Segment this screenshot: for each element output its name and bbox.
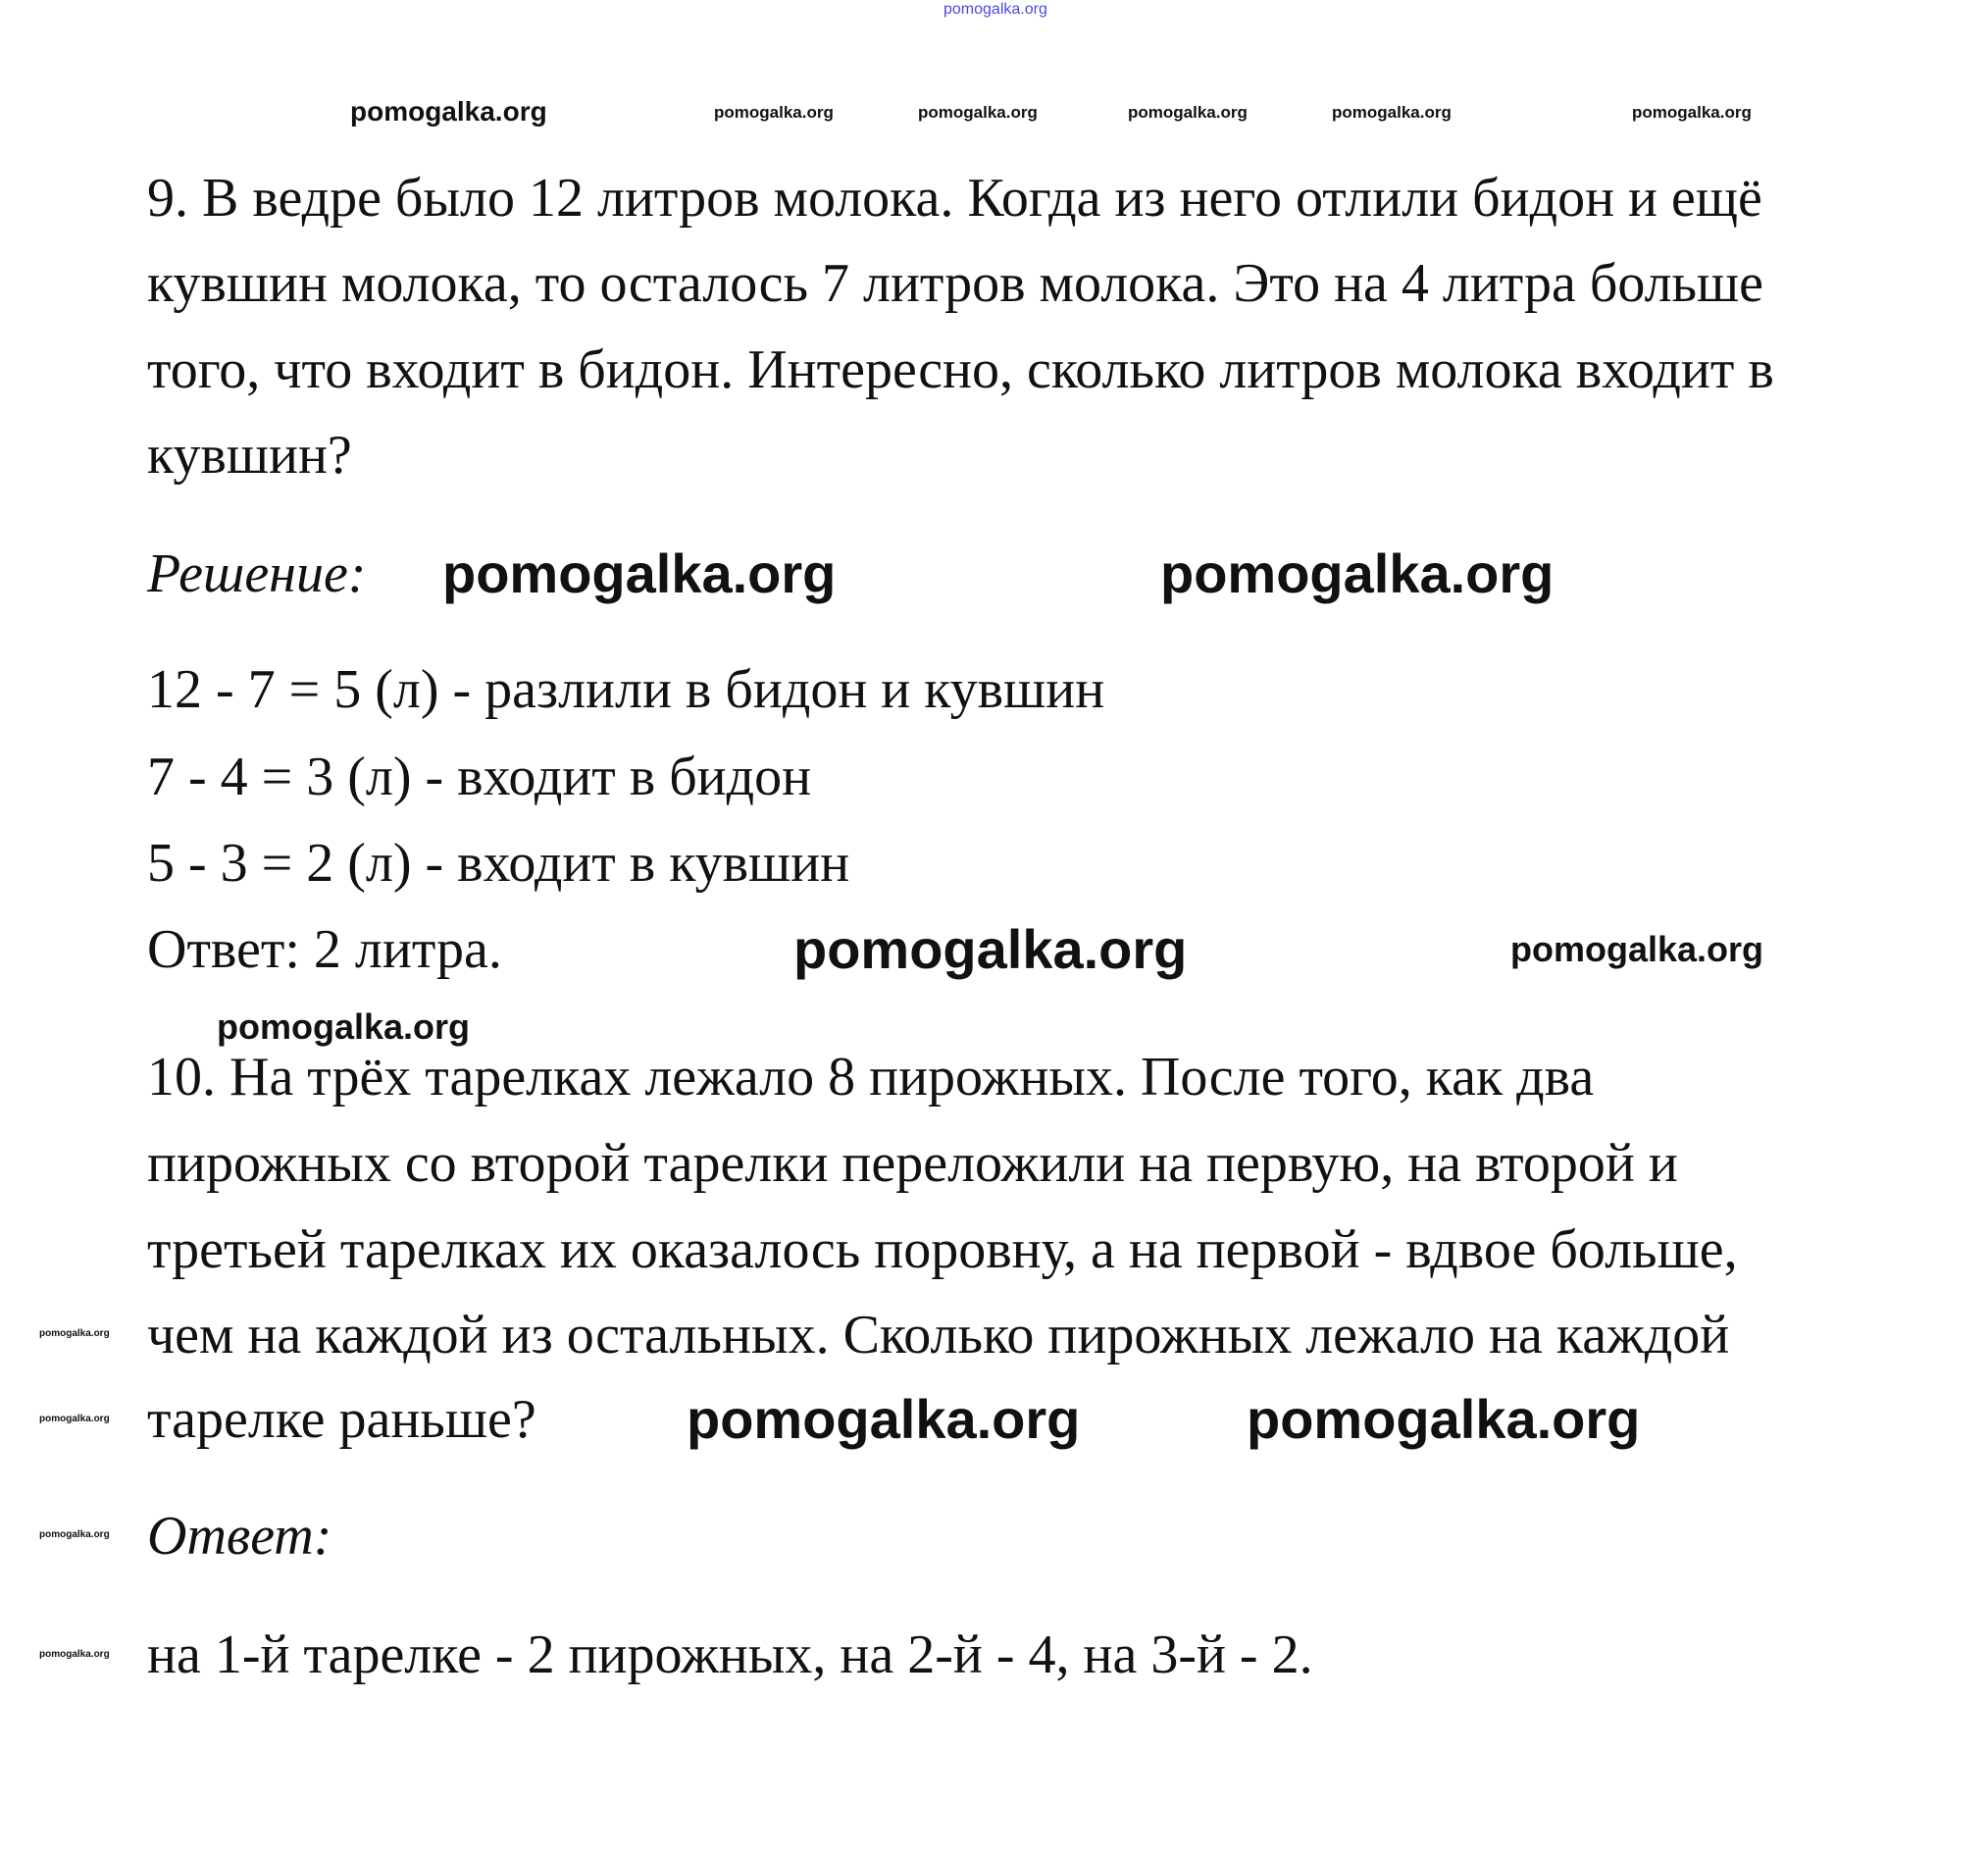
problem-9-line: того, что входит в бидон. Интересно, сколько литров молока входит в — [147, 339, 1774, 400]
answer-label: Ответ: — [147, 1506, 332, 1567]
watermark: pomogalka.org — [1632, 103, 1752, 122]
watermark: pomogalka.org — [39, 1328, 110, 1339]
problem-10-line: 10. На трёх тарелках лежало 8 пирожных. После того, как два — [147, 1047, 1595, 1108]
watermark: pomogalka.org — [1160, 542, 1555, 604]
watermark: pomogalka.org — [793, 918, 1188, 980]
watermark: pomogalka.org — [217, 1006, 471, 1047]
watermark: pomogalka.org — [1128, 103, 1248, 122]
watermark: pomogalka.org — [1247, 1388, 1641, 1450]
watermark: pomogalka.org — [714, 103, 834, 122]
watermark: pomogalka.org — [687, 1388, 1081, 1450]
watermark: pomogalka.org — [1510, 929, 1764, 969]
watermark: pomogalka.org — [39, 1414, 110, 1424]
watermark: pomogalka.org — [39, 1529, 110, 1540]
watermark: pomogalka.org — [918, 103, 1038, 122]
watermark: pomogalka.org — [1332, 103, 1452, 122]
watermark: pomogalka.org — [350, 96, 547, 127]
problem-10-line: пирожных со второй тарелки переложили на первую, на второй и — [147, 1133, 1678, 1194]
problem-10-line: тарелке раньше? — [147, 1389, 536, 1450]
watermark: pomogalka.org — [39, 1649, 110, 1660]
problem-10-line: чем на каждой из остальных. Сколько пирожных лежало на каждой — [147, 1305, 1730, 1365]
problem-9-line: кувшин молока, то осталось 7 литров молока. Это на 4 литра больше — [147, 253, 1764, 314]
solution-label: Решение: — [147, 543, 367, 604]
watermark: pomogalka.org — [442, 542, 837, 604]
problem-9-answer: Ответ: 2 литра. — [147, 919, 502, 980]
solution-step: 12 - 7 = 5 (л) - разлили в бидон и кувшин — [147, 659, 1105, 720]
problem-9-line: кувшин? — [147, 425, 352, 486]
problem-10-line: третьей тарелках их оказалось поровну, а на первой - вдвое больше, — [147, 1219, 1738, 1280]
solution-step: 5 - 3 = 2 (л) - входит в кувшин — [147, 833, 850, 894]
solution-step: 7 - 4 = 3 (л) - входит в бидон — [147, 747, 812, 807]
problem-9-line: 9. В ведре было 12 литров молока. Когда из него отлили бидон и ещё — [147, 168, 1762, 229]
problem-10-answer: на 1-й тарелке - 2 пирожных, на 2-й - 4, на 3-й - 2. — [147, 1624, 1313, 1685]
watermark-top: pomogalka.org — [943, 1, 1047, 18]
